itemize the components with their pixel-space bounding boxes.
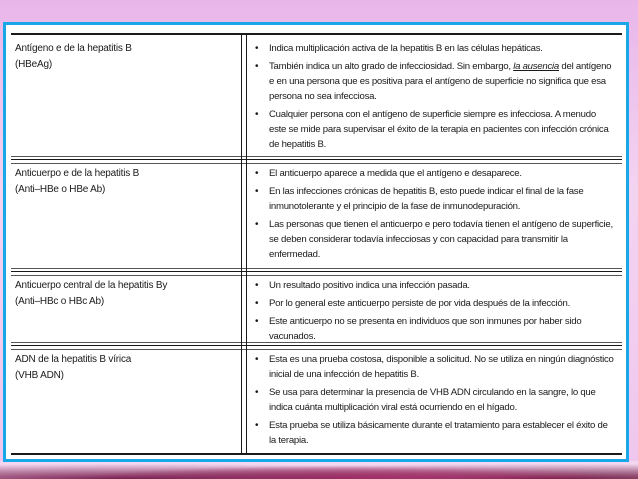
column-divider [241,35,247,159]
list-item: • En las infecciones crónicas de hepatitis B, esto puede indicar el final de la fase inmunotolerante y el principio de la fase de inmunodepuración. [255,186,584,212]
description-cell [255,352,615,451]
table-row [11,35,622,159]
column-divider [241,346,247,455]
marker-abbr: (Anti–HBc o HBc Ab) [15,296,105,307]
column-divider [241,160,247,271]
marker-abbr: (Anti–HBe o HBe Ab) [15,184,106,195]
marker-name: Anticuerpo central de la hepatitis By [15,280,168,291]
marker-name: ADN de la hepatitis B vírica [15,354,132,365]
column-divider [241,272,247,345]
list-item: • También indica un alto grado de infecciosidad. Sin embargo, la ausencia del antígeno e en una persona que es positiva para el antígeno de superficie no significa que esa persona no sea infecciosa. [255,61,612,102]
table-row [11,345,622,455]
description-cell [255,278,615,347]
list-item: • Por lo general este anticuerpo persiste de por vida después de la infección. [255,298,570,309]
marker-abbr: (HBeAg) [15,59,52,70]
table-row [11,271,622,345]
list-item: • Esta es una prueba costosa, disponible a solicitud. No se utiliza en ningún diagnóstico inicial de una infección de hepatitis B. [255,354,614,380]
emphasized-text: la ausencia [513,61,559,72]
marker-name: Anticuerpo e de la hepatitis B [15,168,140,179]
description-cell [255,41,615,155]
list-item: • Un resultado positivo indica una infección pasada. [255,280,470,291]
list-item: • Indica multiplicación activa de la hepatitis B en las células hepáticas. [255,43,543,54]
list-item: • Cualquier persona con el antígeno de superficie siempre es infecciosa. A menudo este se mide para supervisar el éxito de la terapia en pacientes con infección crónica de hepatitis B. [255,109,609,150]
decorative-background [0,461,638,479]
marker-abbr: (VHB ADN) [15,370,64,381]
marker-cell [15,166,235,198]
hepatitis-b-markers-table [11,33,622,455]
list-item: • Esta prueba se utiliza básicamente durante el tratamiento para establecer el éxito de la terapia. [255,420,608,446]
marker-cell [15,278,235,310]
slide-frame [3,22,629,462]
marker-cell [15,41,235,73]
table-row [11,159,622,271]
description-cell [255,166,615,265]
list-item: • El anticuerpo aparece a medida que el antígeno e desaparece. [255,168,522,179]
list-item: • Se usa para determinar la presencia de VHB ADN circulando en la sangre, lo que indica cuánta multiplicación viral está ocurriendo en el hígado. [255,387,596,413]
marker-name: Antígeno e de la hepatitis B [15,43,132,54]
marker-cell [15,352,235,384]
list-item: • Este anticuerpo no se presenta en individuos que son inmunes por haber sido vacunados. [255,316,582,342]
list-item: • Las personas que tienen el anticuerpo e pero todavía tienen el antígeno de superficie, se deben considerar todavía infecciosas y con capacidad para transmitir la enfermedad. [255,219,613,260]
